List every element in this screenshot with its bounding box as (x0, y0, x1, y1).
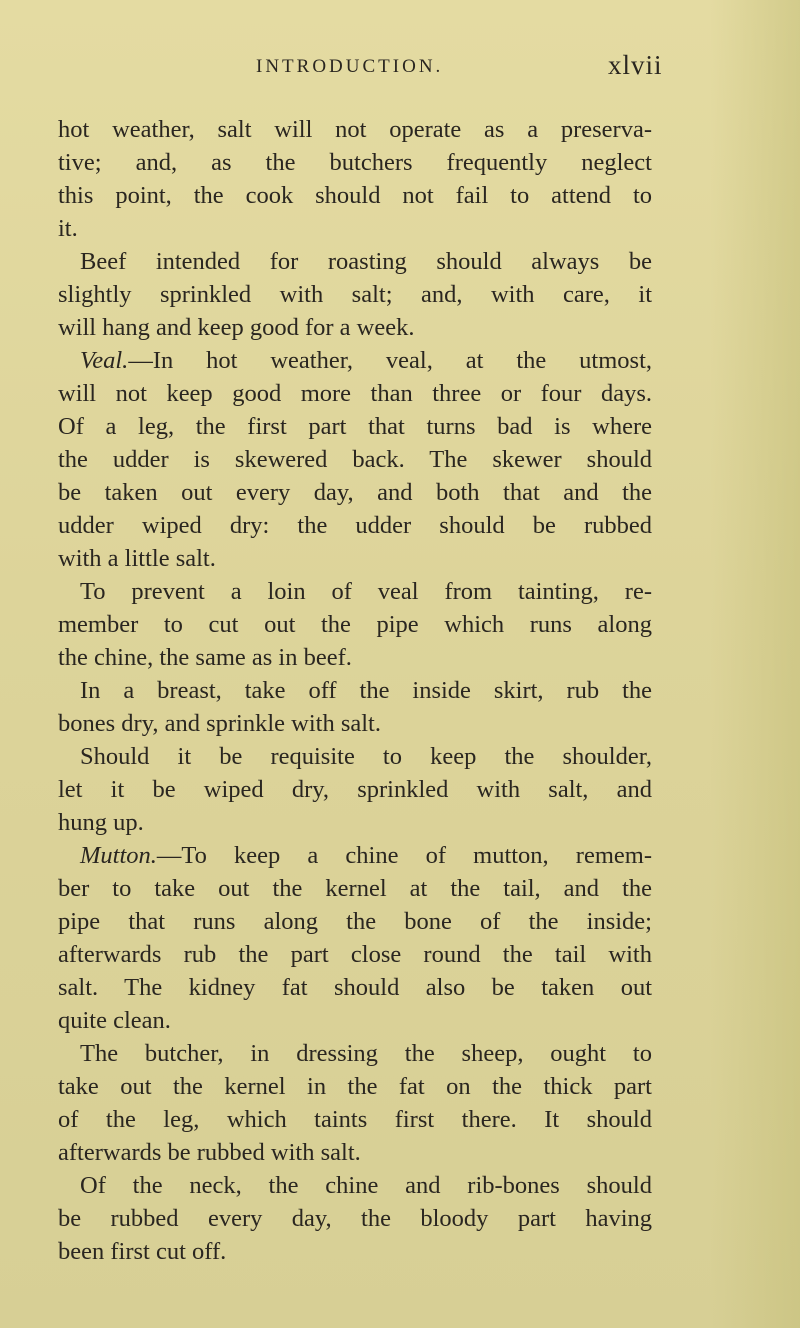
text-line: In a breast, take off the inside skirt, rub the (80, 677, 652, 704)
text-line: ber to take out the kernel at the tail, and the (58, 875, 652, 902)
section-heading-mutton: Mutton. (80, 842, 157, 869)
text-line: To prevent a loin of veal from tainting, re- (80, 578, 652, 605)
text-line: the udder is skewered back. The skewer should (58, 446, 652, 473)
text-line: be rubbed every day, the bloody part having (58, 1205, 652, 1232)
text-line: The butcher, in dressing the sheep, ought to (80, 1040, 652, 1067)
running-head (0, 50, 800, 90)
text-line: will not keep good more than three or four days. (58, 380, 652, 407)
text-line: be taken out every day, and both that and the (58, 479, 652, 506)
text-line: afterwards be rubbed with salt. (58, 1139, 361, 1166)
text-line: take out the kernel in the fat on the thick part (58, 1073, 652, 1100)
text-line: let it be wiped dry, sprinkled with salt, and (58, 776, 652, 803)
text-line: will hang and keep good for a week. (58, 314, 415, 341)
text-line: tive; and, as the butchers frequently neglect (58, 149, 652, 176)
page-number: xlvii (608, 50, 663, 80)
text-line: with a little salt. (58, 545, 216, 572)
text-line: Should it be requisite to keep the shoulder, (80, 743, 652, 770)
text-line: the chine, the same as in beef. (58, 644, 352, 671)
text-line (80, 345, 652, 377)
text-line: Of a leg, the first part that turns bad is where (58, 413, 652, 440)
text-line-rest: —In hot weather, veal, at the utmost, (128, 347, 652, 374)
text-line-rest: —To keep a chine of mutton, remem- (156, 842, 652, 869)
text-line: bones dry, and sprinkle with salt. (58, 710, 381, 737)
text-line: udder wiped dry: the udder should be rubbed (58, 512, 652, 539)
section-heading-veal: Veal. (80, 347, 129, 374)
text-line: slightly sprinkled with salt; and, with care, it (58, 281, 652, 308)
text-line: this point, the cook should not fail to attend to (58, 182, 652, 209)
text-line: Beef intended for roasting should always be (80, 248, 652, 275)
text-line: pipe that runs along the bone of the inside; (58, 908, 652, 935)
text-line: Of the neck, the chine and rib-bones should (80, 1172, 652, 1199)
text-line: been first cut off. (58, 1238, 227, 1265)
text-line: it. (58, 215, 78, 242)
text-line: hung up. (58, 809, 144, 836)
text-line: member to cut out the pipe which runs along (58, 611, 652, 638)
text-line: hot weather, salt will not operate as a preserva- (58, 116, 652, 143)
text-line: afterwards rub the part close round the tail with (58, 941, 652, 968)
text-line: quite clean. (58, 1007, 171, 1034)
text-line (80, 840, 652, 872)
running-title: INTRODUCTION. (256, 56, 444, 77)
text-line: of the leg, which taints first there. It should (58, 1106, 652, 1133)
text-line: salt. The kidney fat should also be taken out (58, 974, 652, 1001)
